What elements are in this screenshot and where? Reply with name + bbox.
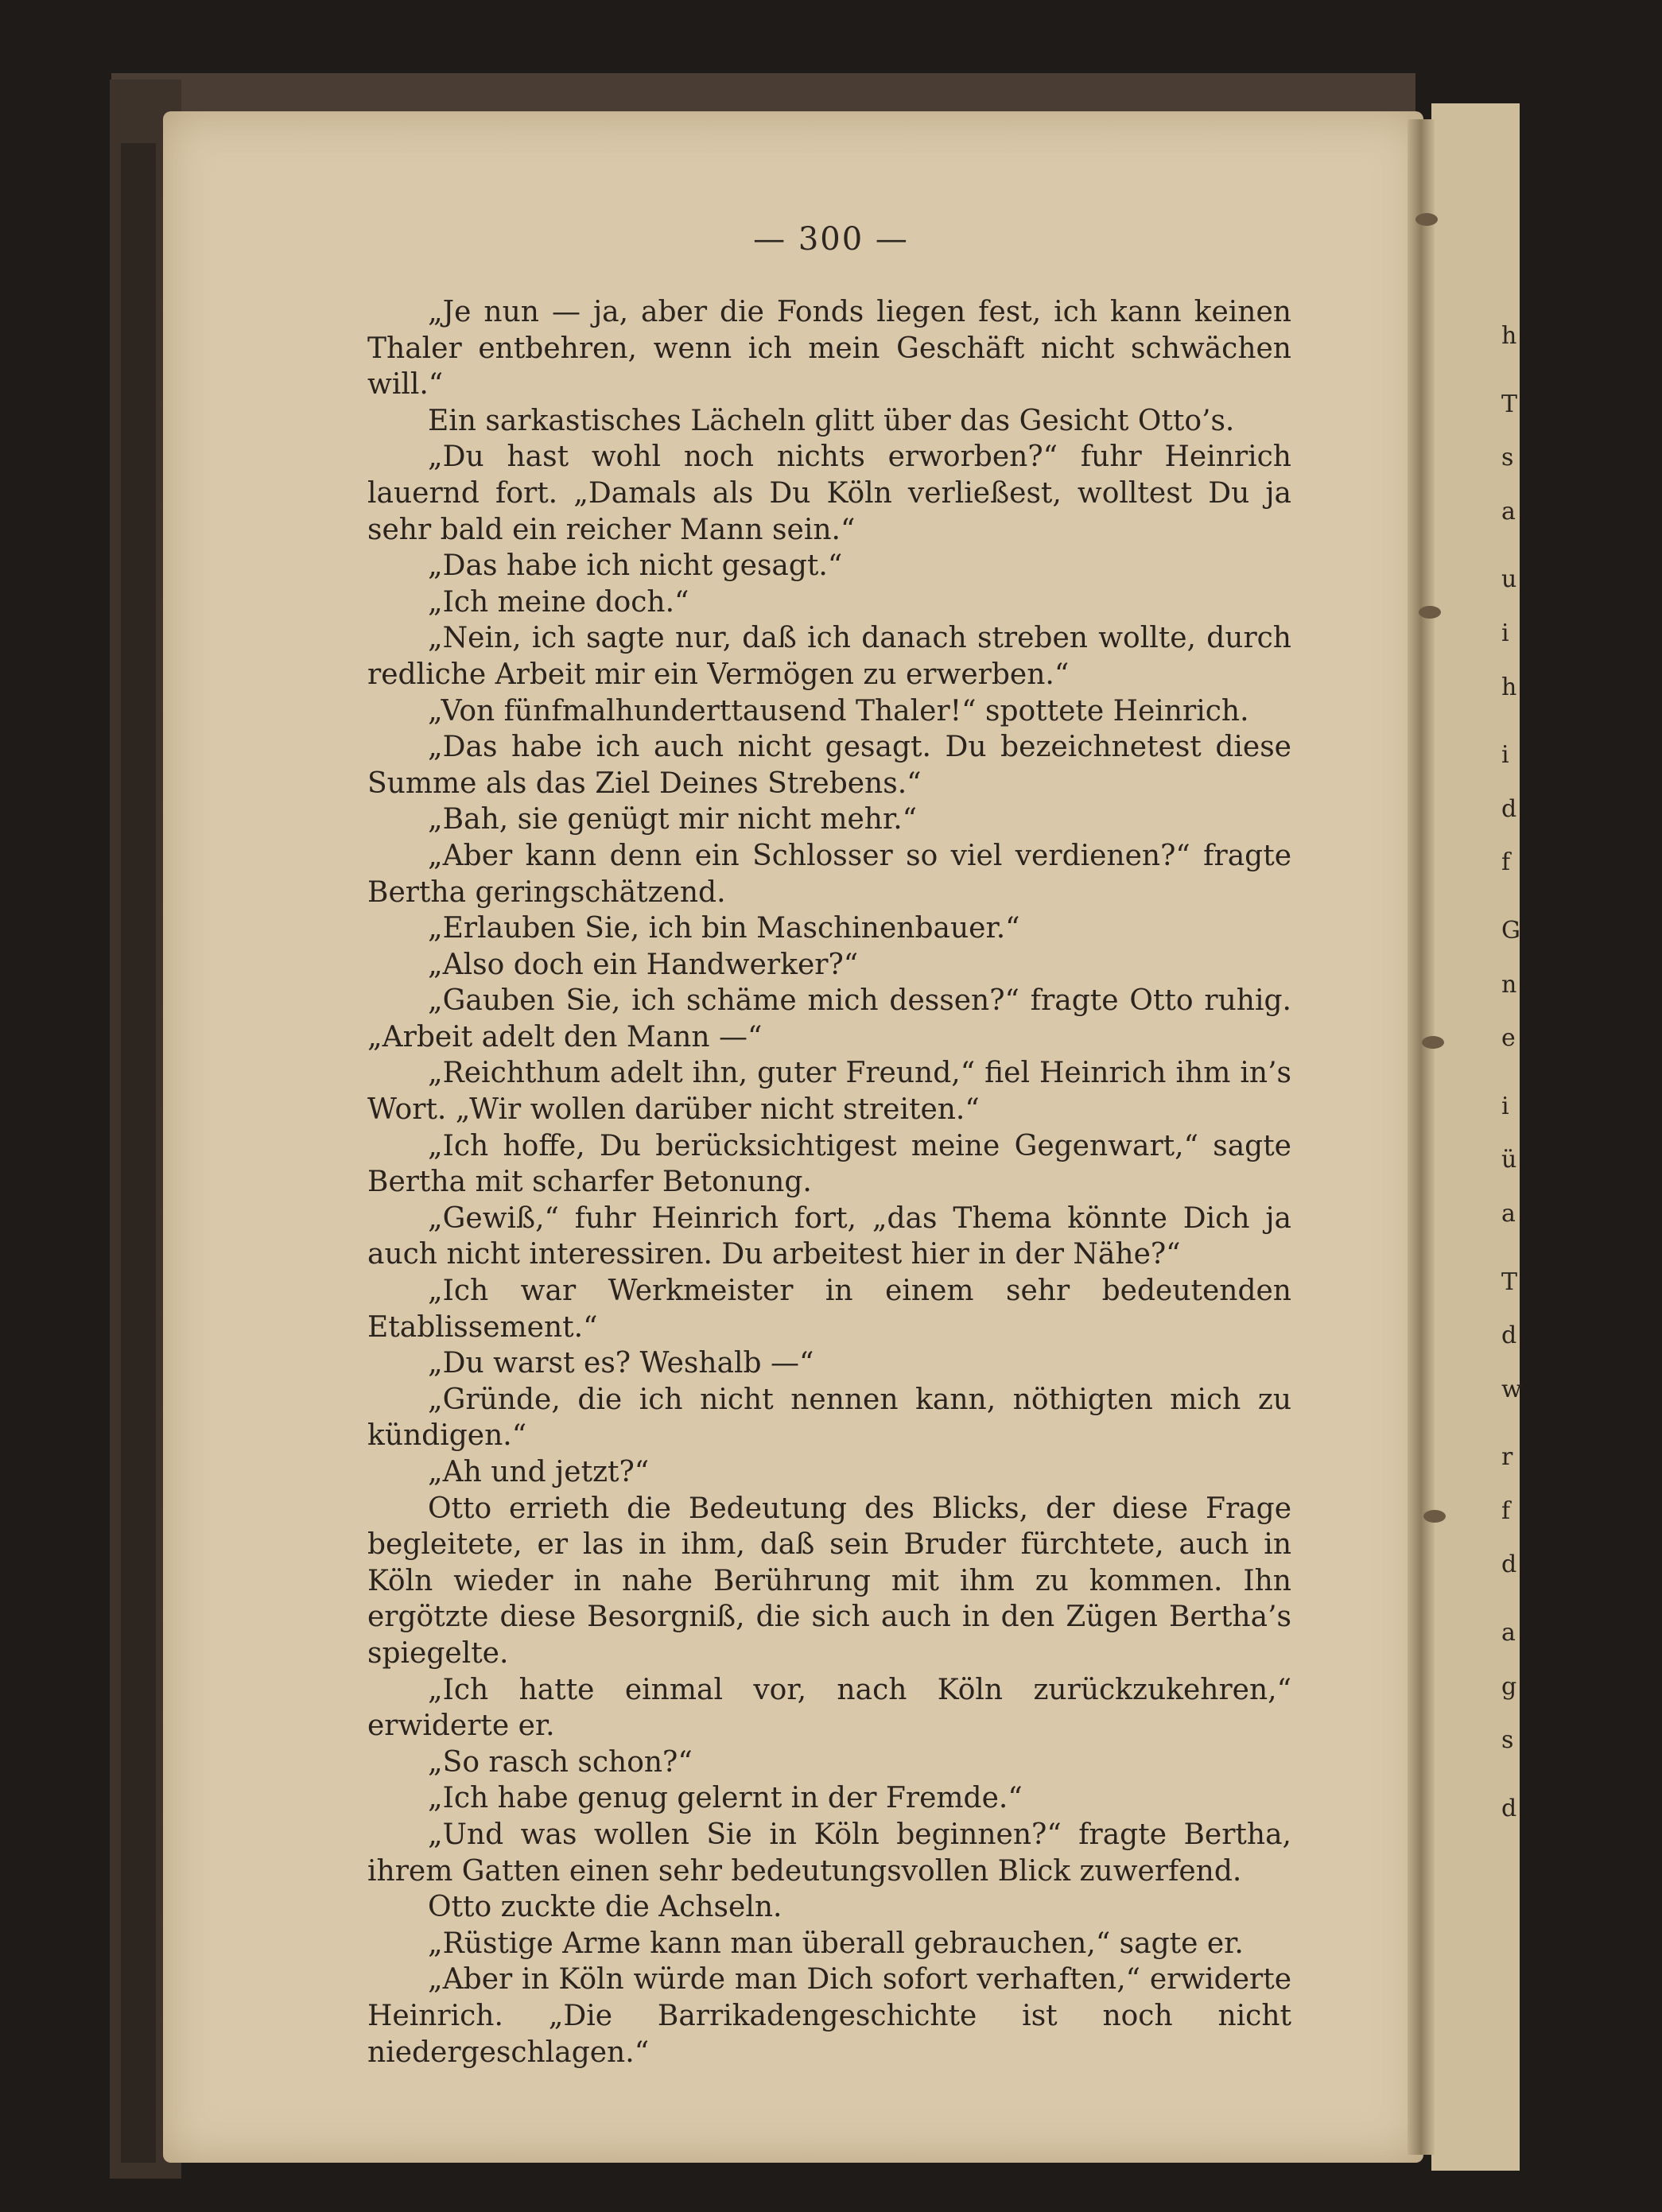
facing-page-letter: i bbox=[1501, 741, 1509, 770]
book-spine bbox=[121, 143, 156, 2163]
body-text bbox=[367, 294, 1291, 2070]
paragraph: „Du hast wohl noch nichts erworben?“ fuhr Heinrich lauernd fort. „Damals als Du Köln verließest, wolltest Du ja sehr bald ein reicher Mann sein.“ bbox=[367, 440, 1291, 546]
facing-page-letter: w bbox=[1501, 1375, 1522, 1403]
paragraph: „Ah und jetzt?“ bbox=[428, 1456, 650, 1488]
paragraph: „Je nun — ja, aber die Fonds liegen fest, ich kann keinen Thaler entbehren, wenn ich mein Geschäft nicht schwächen will.“ bbox=[367, 296, 1291, 402]
paragraph: „Ich war Werkmeister in einem sehr bedeutenden Etablissement.“ bbox=[367, 1275, 1291, 1344]
facing-page-letter: n bbox=[1501, 970, 1517, 999]
page-number: — 300 — bbox=[753, 221, 909, 258]
facing-page-letter: s bbox=[1501, 444, 1514, 472]
paragraph: Otto zuckte die Achseln. bbox=[428, 1891, 782, 1924]
facing-page-letter: d bbox=[1501, 1794, 1517, 1822]
paragraph: „Du warst es? Weshalb —“ bbox=[428, 1347, 814, 1380]
paragraph: „Rüstige Arme kann man überall gebrauchen,“ sagte er. bbox=[428, 1927, 1244, 1960]
facing-page-letter: e bbox=[1501, 1024, 1516, 1053]
paragraph: Ein sarkastisches Lächeln glitt über das Gesicht Otto’s. bbox=[428, 404, 1235, 437]
facing-page-letter: f bbox=[1501, 1496, 1511, 1525]
facing-page-letter: h bbox=[1501, 673, 1517, 701]
facing-page-letter: r bbox=[1501, 1443, 1513, 1472]
facing-page-letter: d bbox=[1501, 794, 1517, 823]
facing-page-letter: i bbox=[1501, 619, 1509, 647]
paragraph: „Erlauben Sie, ich bin Maschinenbauer.“ bbox=[428, 912, 1020, 945]
paragraph: „Gründe, die ich nicht nennen kann, nöthigten mich zu kündigen.“ bbox=[367, 1383, 1291, 1453]
facing-page-letter: a bbox=[1501, 497, 1516, 526]
facing-page-letter: d bbox=[1501, 1550, 1517, 1579]
paragraph: „Ich hatte einmal vor, nach Köln zurückzukehren,“ erwiderte er. bbox=[367, 1673, 1291, 1743]
paragraph: „Ich habe genug gelernt in der Fremde.“ bbox=[428, 1782, 1023, 1815]
paragraph: „Ich hoffe, Du berücksichtigest meine Gegenwart,“ sagte Bertha mit scharfer Betonung. bbox=[367, 1129, 1291, 1199]
facing-page-letter: s bbox=[1501, 1726, 1514, 1755]
paragraph: „Bah, sie genügt mir nicht mehr.“ bbox=[428, 803, 918, 836]
binding-thread-mark bbox=[1422, 1036, 1444, 1049]
facing-page-letter: d bbox=[1501, 1321, 1517, 1350]
facing-page-letter: G bbox=[1501, 916, 1520, 945]
paragraph: „Gauben Sie, ich schäme mich dessen?“ fragte Otto ruhig. „Arbeit adelt den Mann —“ bbox=[367, 984, 1291, 1054]
paragraph: „Das habe ich nicht gesagt.“ bbox=[428, 549, 843, 583]
paragraph: „Aber kann denn ein Schlosser so viel verdienen?“ fragte Bertha geringschätzend. bbox=[367, 839, 1291, 909]
paragraph: „Also doch ein Handwerker?“ bbox=[428, 948, 859, 981]
paragraph: „So rasch schon?“ bbox=[428, 1745, 693, 1779]
paragraph: Otto errieth die Bedeutung des Blicks, der diese Frage begleitete, er las in ihm, daß sein Bruder fürchtete, auch in Köln wieder in nahe Berührung mit ihm zu kommen. Ihn ergötzte diese Besorgniß, die sich auch in den Zügen Bertha’s spiegelte. bbox=[367, 1492, 1291, 1670]
paragraph: „Ich meine doch.“ bbox=[428, 585, 689, 619]
binding-thread-mark bbox=[1419, 606, 1441, 619]
facing-page-letters bbox=[1501, 318, 1520, 1844]
binding-thread-mark bbox=[1423, 1510, 1446, 1523]
facing-page-letter: f bbox=[1501, 848, 1511, 877]
paragraph: „Das habe ich auch nicht gesagt. Du bezeichnetest diese Summe als das Ziel Deines Strebens.“ bbox=[367, 731, 1291, 800]
facing-page-letter: a bbox=[1501, 1619, 1516, 1647]
facing-page-letter: ü bbox=[1501, 1146, 1517, 1174]
paragraph: „Von fünfmalhunderttausend Thaler!“ spottete Heinrich. bbox=[428, 694, 1249, 728]
paragraph: „Gewiß,“ fuhr Heinrich fort, „das Thema könnte Dich ja auch nicht interessiren. Du arbeitest hier in der Nähe?“ bbox=[367, 1201, 1291, 1271]
paragraph: „Und was wollen Sie in Köln beginnen?“ fragte Bertha, ihrem Gatten einen sehr bedeutungsvollen Blick zuwerfend. bbox=[367, 1818, 1291, 1888]
paragraph: „Aber in Köln würde man Dich sofort verhaften,“ erwiderte Heinrich. „Die Barrikadengeschichte ist noch nicht niedergeschlagen.“ bbox=[367, 1963, 1291, 2069]
facing-page-letter: h bbox=[1501, 322, 1517, 350]
paragraph: „Reichthum adelt ihn, guter Freund,“ fiel Heinrich ihm in’s Wort. „Wir wollen darüber nicht streiten.“ bbox=[367, 1057, 1291, 1127]
facing-page-letter: i bbox=[1501, 1092, 1509, 1120]
facing-page-letter: a bbox=[1501, 1199, 1516, 1228]
facing-page-letter: T bbox=[1501, 390, 1518, 418]
page-gutter bbox=[1408, 119, 1435, 2155]
paragraph: „Nein, ich sagte nur, daß ich danach streben wollte, durch redliche Arbeit mir ein Vermögen zu erwerben.“ bbox=[367, 622, 1291, 691]
facing-page-letter: g bbox=[1501, 1672, 1517, 1701]
facing-page-letter: T bbox=[1501, 1267, 1518, 1296]
facing-page-letter: u bbox=[1501, 565, 1517, 594]
